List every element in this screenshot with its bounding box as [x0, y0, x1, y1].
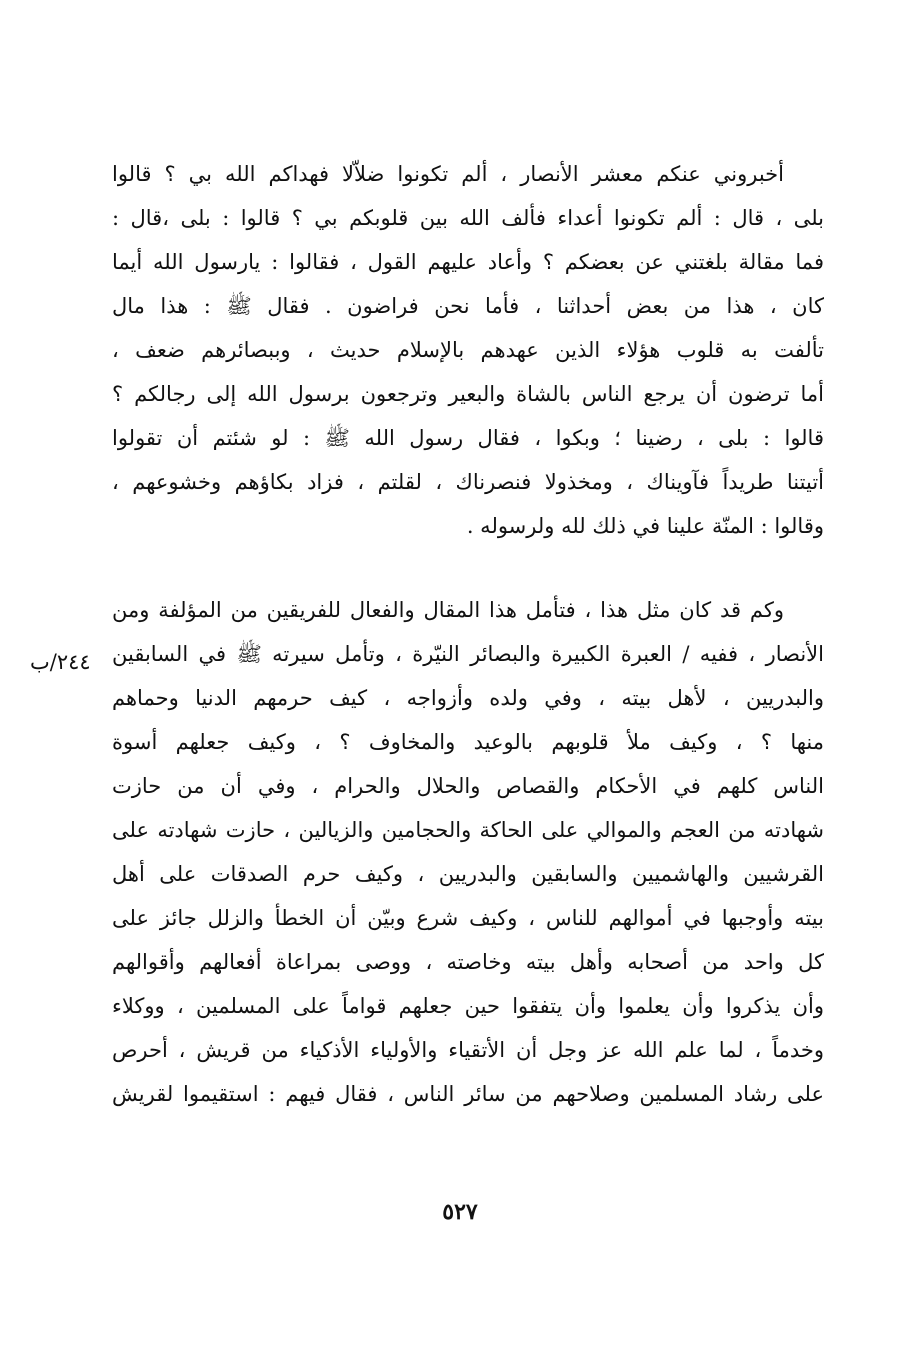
text-line: الناس كلهم في الأحكام والقصاص والحلال والحرام ، وفي أن من حازت [112, 774, 824, 798]
text-line: بيته وأوجبها في أموالهم للناس ، وكيف شرع وبيّن أن الخطأ والزلل جائز على [112, 906, 824, 930]
text-line: أما ترضون أن يرجع الناس بالشاة والبعير وترجعون برسول الله إلى رجالكم ؟ [112, 382, 824, 406]
paragraph-1 [112, 152, 824, 548]
text-line: كل واحد من أصحابه وأهل بيته وخاصته ، ووصى بمراعاة أفعالهم وأقوالهم [112, 950, 824, 974]
text-line: وأن يذكروا وأن يعلموا وأن يتفقوا حين جعلهم قواماً على المسلمين ، ووكلاء [112, 994, 824, 1018]
manuscript-folio-note: ٢٤٤/ب [30, 650, 91, 674]
text-line: والبدريين ، لأهل بيته ، وفي ولده وأزواجه ، كيف حرمهم الدنيا وحماهم [112, 686, 824, 710]
page-number: ٥٢٧ [442, 1199, 478, 1225]
text-line: شهادته من العجم والموالي على الحاكة والحجامين والزيالين ، حازت شهادته على [112, 818, 824, 842]
text-line: القرشيين والهاشميين والسابقين والبدريين ، وكيف حرم الصدقات على أهل [112, 862, 824, 886]
text-line: وكم قد كان مثل هذا ، فتأمل هذا المقال والفعال للفريقين من المؤلفة ومن [112, 598, 784, 622]
text-line: منها ؟ ، وكيف ملأ قلوبهم بالوعيد والمخاوف ؟ ، وكيف جعلهم أسوة [112, 730, 824, 754]
text-line: وخدماً ، لما علم الله عز وجل أن الأتقياء والأولياء الأذكياء من قريش ، أحرص [112, 1038, 824, 1062]
text-line: وقالوا : المنّة علينا في ذلك لله ولرسوله . [466, 514, 824, 538]
text-line: أخبروني عنكم معشر الأنصار ، ألم تكونوا ضلاّلا فهداكم الله بي ؟ قالوا [112, 162, 784, 186]
text-line: الأنصار ، ففيه / العبرة الكبيرة والبصائر النيّرة ، وتأمل سيرته ﷺ في السابقين [112, 642, 824, 666]
text-line: قالوا : بلى ، رضينا ؛ وبكوا ، فقال رسول الله ﷺ : لو شئتم أن تقولوا [112, 426, 824, 450]
text-line: كان ، هذا من بعض أحداثنا ، فأما نحن فراضون . فقال ﷺ : هذا مال [112, 294, 824, 318]
paragraph-2 [112, 588, 824, 1116]
text-line: فما مقالة بلغتني عن بعضكم ؟ وأعاد عليهم القول ، فقالوا : يارسول الله أيما [112, 250, 824, 274]
text-line: على رشاد المسلمين وصلاحهم من سائر الناس ، فقال فيهم : استقيموا لقريش [112, 1082, 824, 1106]
text-line: أتيتنا طريداً فآويناك ، ومخذولا فنصرناك ، لقلتم ، فزاد بكاؤهم وخشوعهم ، [112, 470, 824, 494]
text-line: بلى ، قال : ألم تكونوا أعداء فألف الله بين قلوبكم بي ؟ قالوا : بلى ،قال : [112, 206, 824, 230]
text-line: تألفت به قلوب هؤلاء الذين عهدهم بالإسلام حديث ، وببصائرهم ضعف ، [112, 338, 824, 362]
